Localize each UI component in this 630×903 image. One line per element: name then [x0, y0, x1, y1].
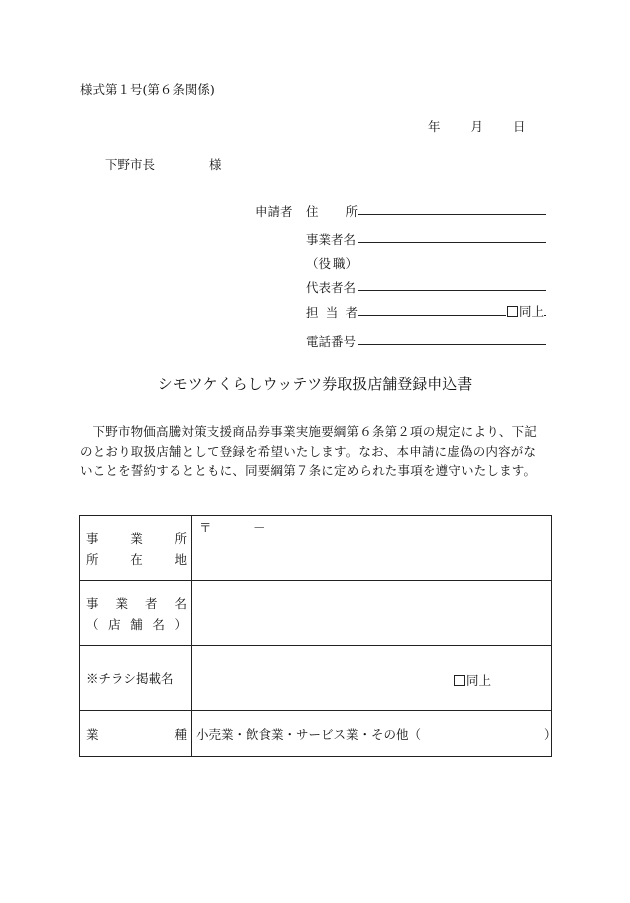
- business-name-field[interactable]: [358, 242, 546, 243]
- location-cell[interactable]: [192, 516, 552, 581]
- business-name-label: 事業者名: [306, 232, 357, 247]
- date-year-label: 年: [428, 119, 441, 134]
- contact-label: 担 当 者: [306, 305, 358, 320]
- postal-mark: 〒: [199, 520, 212, 535]
- body-text: 下野市物価高騰対策支援商品券事業実施要綱第６条第２項の規定により、下記のとおり取扱店舗として登録を希望いたします。なお、本申請に虚偽の内容がないことを誓約するとともに、同要綱第７条に定められた事項を遵守いたします。: [80, 424, 538, 478]
- industry-header: 業 種: [80, 711, 192, 757]
- business-name-cell[interactable]: [192, 581, 552, 646]
- addressee-name: 下野市長: [105, 157, 156, 172]
- address-label: 住 所: [306, 204, 358, 219]
- industry-cell[interactable]: [192, 711, 557, 757]
- contact-same-as[interactable]: [506, 302, 544, 320]
- addressee-honorific: 様: [209, 157, 222, 172]
- addressee: [105, 155, 222, 173]
- same-as-label: 同上: [519, 304, 545, 319]
- phone-field[interactable]: [358, 344, 546, 345]
- date-day-label: 日: [513, 119, 526, 134]
- date-month-label: 月: [470, 119, 484, 134]
- document-title: シモツケくらしウッテツ券取扱店舗登録申込書: [157, 375, 473, 393]
- postal-dash: －: [253, 520, 266, 535]
- flyer-name-cell[interactable]: [192, 646, 552, 711]
- representative-label: 代表者名: [306, 280, 357, 295]
- representative-field[interactable]: [358, 290, 546, 291]
- location-header: 事 業 所 所 在 地: [80, 516, 192, 581]
- address-field[interactable]: [358, 214, 546, 215]
- table-row: [80, 516, 552, 581]
- industry-close-paren: ）: [544, 727, 557, 742]
- phone-label: 電話番号: [306, 334, 357, 349]
- table-row: [80, 581, 552, 646]
- same-as-checkbox[interactable]: [507, 306, 518, 317]
- date-line: [428, 117, 526, 135]
- flyer-same-as[interactable]: 同上: [454, 671, 491, 689]
- flyer-same-as-checkbox[interactable]: [454, 675, 465, 686]
- applicant-label: 申請者: [255, 204, 293, 219]
- flyer-name-header: ※チラシ掲載名: [80, 646, 192, 711]
- industry-options: 小売業・飲食業・サービス業・その他（: [196, 726, 422, 742]
- registration-table: [79, 515, 557, 757]
- business-name-header: 事 業 者 名 （ 店 舗 名 ）: [80, 581, 192, 646]
- table-row: [80, 711, 552, 757]
- form-number: 様式第１号(第６条関係): [80, 82, 215, 97]
- table-row: [80, 646, 552, 711]
- position-label: （役 職）: [306, 256, 358, 271]
